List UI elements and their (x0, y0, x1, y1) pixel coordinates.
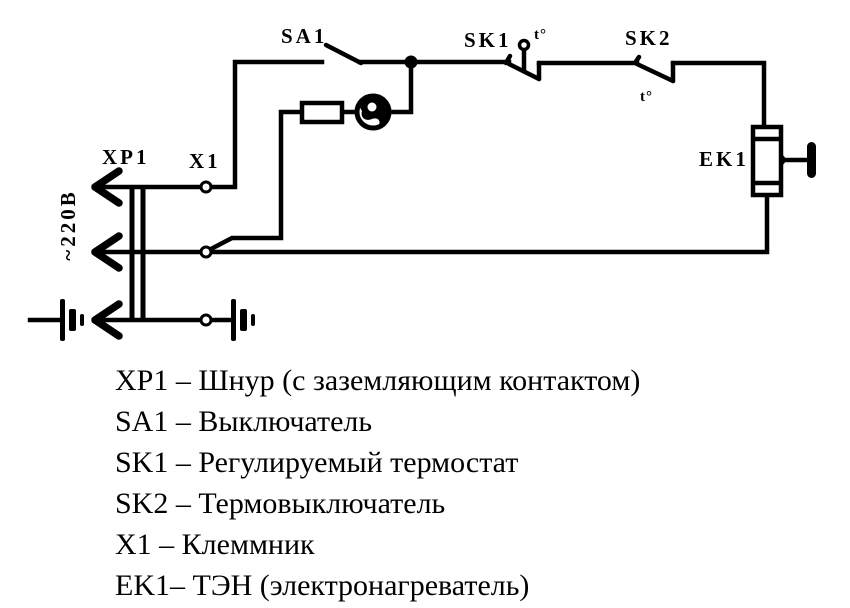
legend-item-xp1: XP1 – Шнур (с заземляющим контактом) (115, 364, 641, 397)
terminal-icon (201, 182, 211, 192)
earth-ground-icon (231, 299, 255, 341)
terminal-icon (201, 315, 211, 325)
terminal-block-x1 (201, 182, 211, 325)
indicator-lamp-icon (357, 96, 389, 128)
resistor-icon (302, 103, 342, 122)
label-xp1: XP1 (102, 145, 150, 169)
label-sk1: SK1 (464, 28, 512, 52)
terminal-icon (201, 247, 211, 257)
thermal-switch-sk2-icon (635, 57, 673, 81)
label-x1: X1 (189, 149, 221, 173)
junction-dot (405, 56, 418, 69)
legend-item-sk2: SK2 – Термовыключатель (115, 487, 446, 520)
legend-item-sk1: SK1 – Регулируемый термостат (115, 446, 519, 479)
switch-sa1-icon (326, 45, 361, 63)
legend-item-sa1: SA1 – Выключатель (115, 405, 373, 438)
legend-item-ek1: EK1– ТЭН (электронагреватель) (115, 569, 530, 602)
legend-item-x1: X1 – Клеммник (115, 528, 315, 561)
label-sk2: SK2 (625, 26, 673, 50)
legend (115, 360, 835, 606)
label-ek1: EK1 (699, 147, 749, 171)
label-sa1: SA1 (281, 24, 328, 48)
label-voltage: ~220В (56, 189, 80, 261)
earth-ground-icon (60, 299, 84, 341)
chassis-ground-icon (807, 142, 816, 178)
heater-ek1-icon (753, 127, 808, 195)
label-sk2-temp: t° (640, 89, 653, 105)
label-sk1-temp: t° (534, 27, 547, 43)
